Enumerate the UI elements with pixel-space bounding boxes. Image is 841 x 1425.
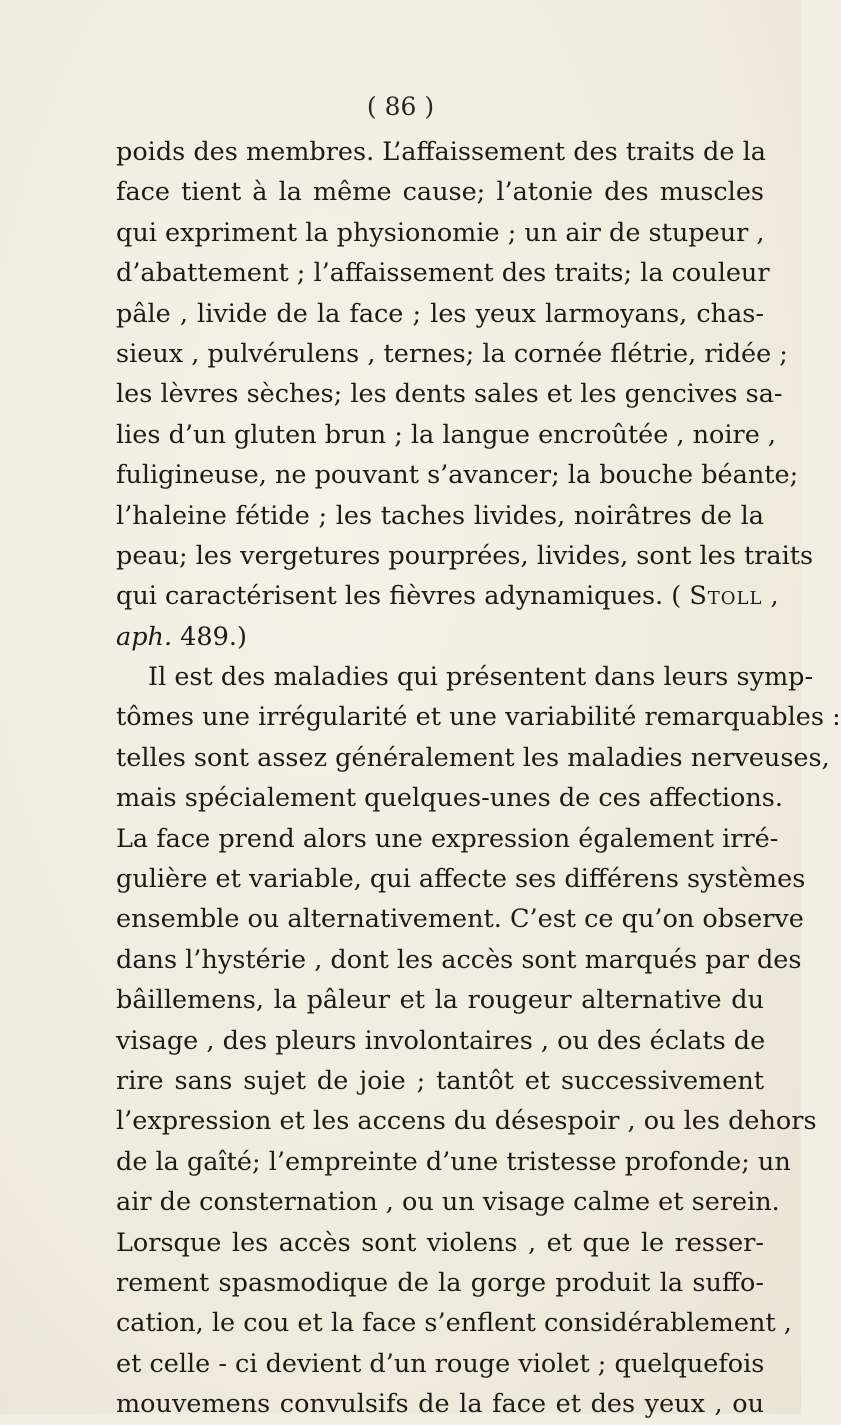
text-line: tômes une irrégularité et une variabilité remarquables : bbox=[116, 702, 841, 733]
text-line: sieux , pulvérulens , ternes; la cornée flétrie, ridée ; bbox=[116, 338, 788, 369]
text-line: fuligineuse, ne pouvant s’avancer; la bouche béante; bbox=[116, 460, 799, 491]
text-line: air de consternation , ou un visage calme et serein. bbox=[116, 1187, 780, 1218]
line-text: qui caractérisent les fièvres adynamiques. ( bbox=[116, 581, 690, 612]
text-line: face tient à la même cause; l’atonie des muscles bbox=[116, 177, 764, 208]
line-text-after: , bbox=[762, 581, 779, 612]
text-line: de la gaîté; l’empreinte d’une tristesse profonde; un bbox=[116, 1146, 791, 1177]
text-line: l’haleine fétide ; les taches livides, noirâtres de la bbox=[116, 500, 764, 531]
text-line: bâillemens, la pâleur et la rougeur alternative du bbox=[116, 985, 764, 1016]
line-text: 489.) bbox=[172, 621, 247, 652]
text-line: mais spécialement quelques-unes de ces affections. bbox=[116, 783, 783, 814]
text-line: peau; les vergetures pourprées, livides, sont les traits bbox=[116, 540, 814, 571]
aphorism-abbrev: aph. bbox=[116, 621, 173, 652]
text-line: cation, le cou et la face s’enflent considérablement , bbox=[116, 1308, 792, 1339]
text-line: les lèvres sèches; les dents sales et les gencives sa- bbox=[116, 379, 783, 410]
body-text bbox=[116, 132, 841, 1425]
text-line: dans l’hystérie , dont les accès sont marqués par des bbox=[116, 944, 802, 975]
text-line: mouvemens convulsifs de la face et des yeux , ou bbox=[116, 1389, 764, 1420]
text-line: qui expriment la physionomie ; un air de stupeur , bbox=[116, 217, 765, 248]
text-line-paragraph-start: Il est des maladies qui présentent dans leurs symp- bbox=[148, 662, 814, 693]
text-line: La face prend alors une expression également irré- bbox=[116, 823, 779, 854]
text-line-citation bbox=[116, 576, 779, 616]
text-line: poids des membres. L’affaissement des traits de la bbox=[116, 137, 766, 167]
text-line: Lorsque les accès sont violens , et que le resser- bbox=[116, 1227, 764, 1258]
text-line: pâle , livide de la face ; les yeux larmoyans, chas- bbox=[116, 298, 764, 329]
text-line: visage , des pleurs involontaires , ou des éclats de bbox=[116, 1025, 766, 1056]
text-line: l’expression et les accens du désespoir , ou les dehors bbox=[116, 1106, 817, 1137]
text-line: rire sans sujet de joie ; tantôt et successivement bbox=[116, 1065, 764, 1096]
text-line: et celle - ci devient d’un rouge violet ; quelquefois bbox=[116, 1348, 765, 1379]
text-line-reference bbox=[116, 617, 764, 657]
text-line: lies d’un gluten brun ; la langue encroûtée , noire , bbox=[116, 419, 777, 450]
text-line: ensemble ou alternativement. C’est ce qu’on observe bbox=[116, 904, 804, 935]
page-number: ( 86 ) bbox=[366, 92, 435, 121]
text-line: rement spasmodique de la gorge produit la suffo- bbox=[116, 1267, 764, 1298]
text-line: telles sont assez généralement les maladies nerveuses, bbox=[116, 742, 830, 773]
text-line: gulière et variable, qui affecte ses différens systèmes bbox=[116, 864, 806, 895]
text-line: d’abattement ; l’affaissement des traits; la couleur bbox=[116, 258, 770, 289]
author-name: Stoll bbox=[689, 581, 763, 612]
